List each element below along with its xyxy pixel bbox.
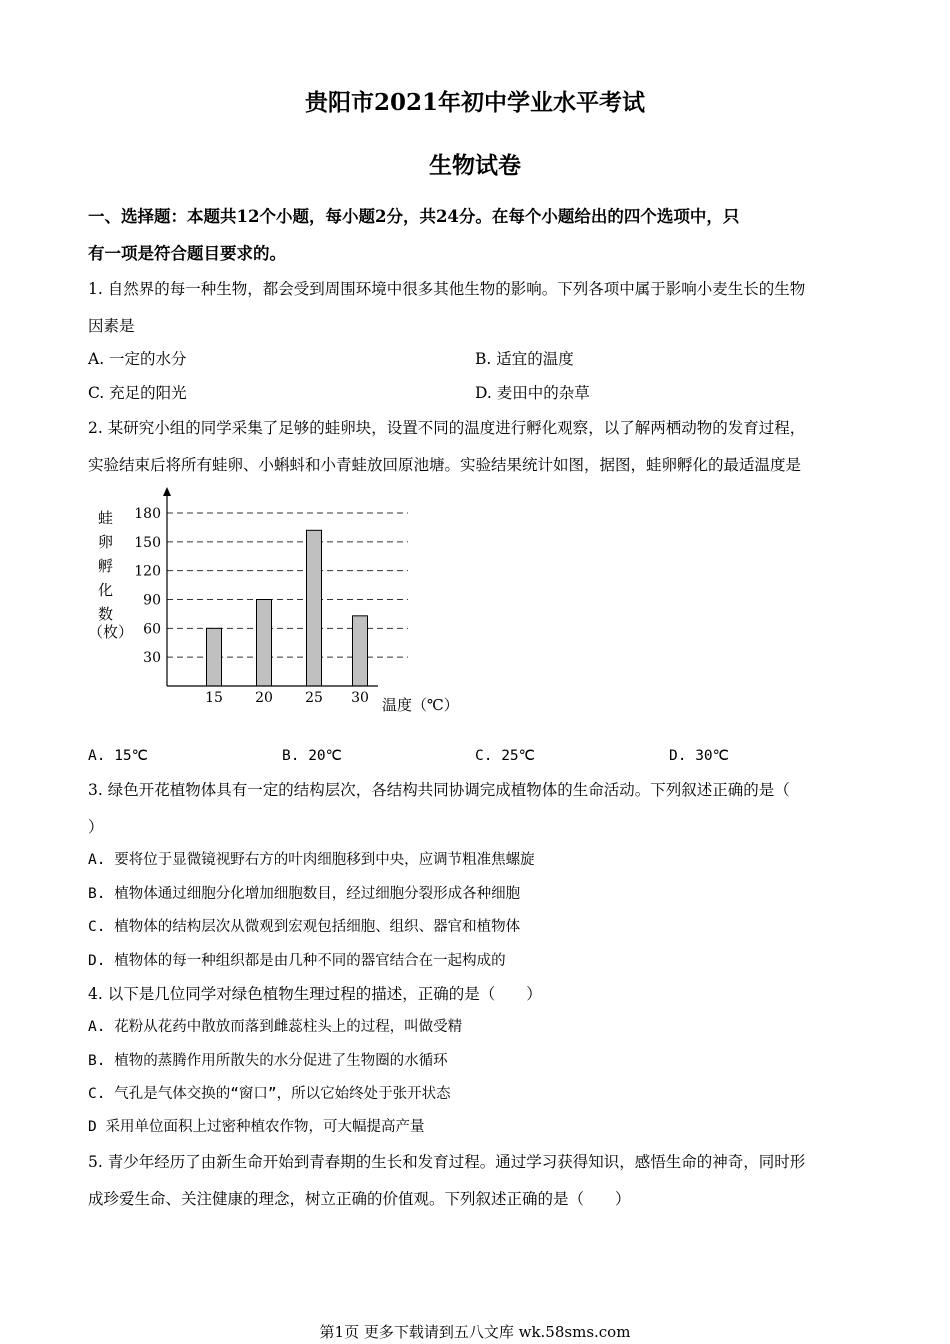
q1-stem-line2: 因素是 (88, 317, 135, 335)
y-label-char: 数 (98, 605, 114, 623)
section-heading-line1: 一、选择题：本题共12个小题，每小题2分，共24分。在每个小题给出的四个选项中，只 (88, 207, 740, 226)
q1-option-c: C. 充足的阳光 (88, 384, 187, 402)
q2-option-a: A. 15℃ (88, 748, 148, 764)
x-tick-label: 20 (255, 690, 273, 706)
q2-option-c: C. 25℃ (475, 748, 535, 764)
page-footer: 第1页 更多下载请到五八文库 wk.58sms.com (319, 1323, 631, 1341)
y-tick-label: 90 (143, 592, 161, 609)
x-tick-label: 15 (205, 690, 223, 706)
x-tick-label: 30 (351, 690, 369, 706)
q4-option-b: B. 植物的蒸腾作用所散失的水分促进了生物圈的水循环 (88, 1053, 448, 1069)
q4-option-d: D 采用单位面积上过密种植农作物，可大幅提高产量 (88, 1119, 425, 1135)
q2-option-d: D. 30℃ (669, 748, 729, 764)
y-tick-label: 150 (134, 534, 161, 551)
q1-option-d: D. 麦田中的杂草 (475, 384, 590, 402)
bars (207, 530, 368, 686)
q2-stem-line2: 实验结束后将所有蛙卵、小蝌蚪和小青蛙放回原池塘。实验结果统计如图，据图，蛙卵孵化的最适温度是 (88, 456, 802, 474)
x-tick-labels (205, 690, 369, 706)
q1-option-a: A. 一定的水分 (88, 350, 187, 368)
bar-25 (307, 530, 322, 686)
q1-stem-line1: 1. 自然界的每一种生物，都会受到周围环境中很多其他生物的影响。下列各项中属于影响小麦生长的生物 (88, 280, 806, 298)
q3-option-b: B. 植物体通过细胞分化增加细胞数目，经过细胞分裂形成各种细胞 (88, 886, 521, 902)
q4-option-a: A. 花粉从花药中散放而落到雌蕊柱头上的过程，叫做受精 (88, 1019, 463, 1035)
q4-option-c: C. 气孔是气体交换的“窗口”，所以它始终处于张开状态 (88, 1086, 451, 1102)
y-label-char: 化 (98, 581, 114, 599)
q1-option-b: B. 适宜的温度 (475, 350, 574, 368)
exam-title: 贵阳市2021年初中学业水平考试 (304, 89, 645, 116)
q2-stem-line1: 2. 某研究小组的同学采集了足够的蛙卵块，设置不同的温度进行孵化观察，以了解两栖动物的发育过程， (88, 419, 806, 437)
bar-20 (257, 600, 272, 687)
q3-option-d: D. 植物体的每一种组织都是由几种不同的器官结合在一起构成的 (88, 953, 506, 969)
bar-15 (207, 628, 222, 686)
q3-option-c: C. 植物体的结构层次从微观到宏观包括细胞、组织、器官和植物体 (88, 919, 521, 935)
q2-option-b: B. 20℃ (282, 748, 342, 764)
q3-option-a: A. 要将位于显微镜视野右方的叶肉细胞移到中央，应调节粗准焦螺旋 (88, 852, 535, 868)
y-label-char: 孵 (98, 557, 114, 575)
y-label-char: 卵 (98, 533, 114, 551)
exam-subtitle: 生物试卷 (429, 152, 521, 179)
x-tick-label: 25 (305, 690, 323, 706)
x-axis-label: 温度（℃） (382, 696, 459, 714)
y-tick-label: 60 (143, 621, 161, 638)
y-axis-label (88, 509, 133, 641)
q3-stem-line1: 3. 绿色开花植物体具有一定的结构层次，各结构共同协调完成植物体的生命活动。下列叙述正确的是（ (88, 781, 790, 799)
y-axis-arrow (163, 487, 171, 496)
gridlines (167, 513, 408, 657)
q5-stem-line1: 5. 青少年经历了由新生命开始到青春期的生长和发育过程。通过学习获得知识，感悟生命的神奇，同时形 (88, 1153, 806, 1171)
q4-stem-line1: 4. 以下是几位同学对绿色植物生理过程的描述，正确的是（ ） (88, 985, 542, 1003)
y-tick-label: 30 (143, 650, 161, 667)
q3-stem-line2: ） (88, 818, 104, 836)
bar-30 (353, 616, 368, 686)
y-tick-label: 120 (134, 563, 161, 580)
hatching-bar-chart (88, 485, 488, 730)
y-label-unit: （枚） (88, 623, 134, 641)
section-heading-line2: 有一项是符合题目要求的。 (88, 244, 286, 263)
y-label-char: 蛙 (98, 509, 114, 527)
q5-stem-line2: 成珍爱生命、关注健康的理念，树立正确的价值观。下列叙述正确的是（ ） (88, 1190, 631, 1208)
y-tick-labels (134, 506, 161, 666)
y-tick-label: 180 (134, 506, 161, 522)
